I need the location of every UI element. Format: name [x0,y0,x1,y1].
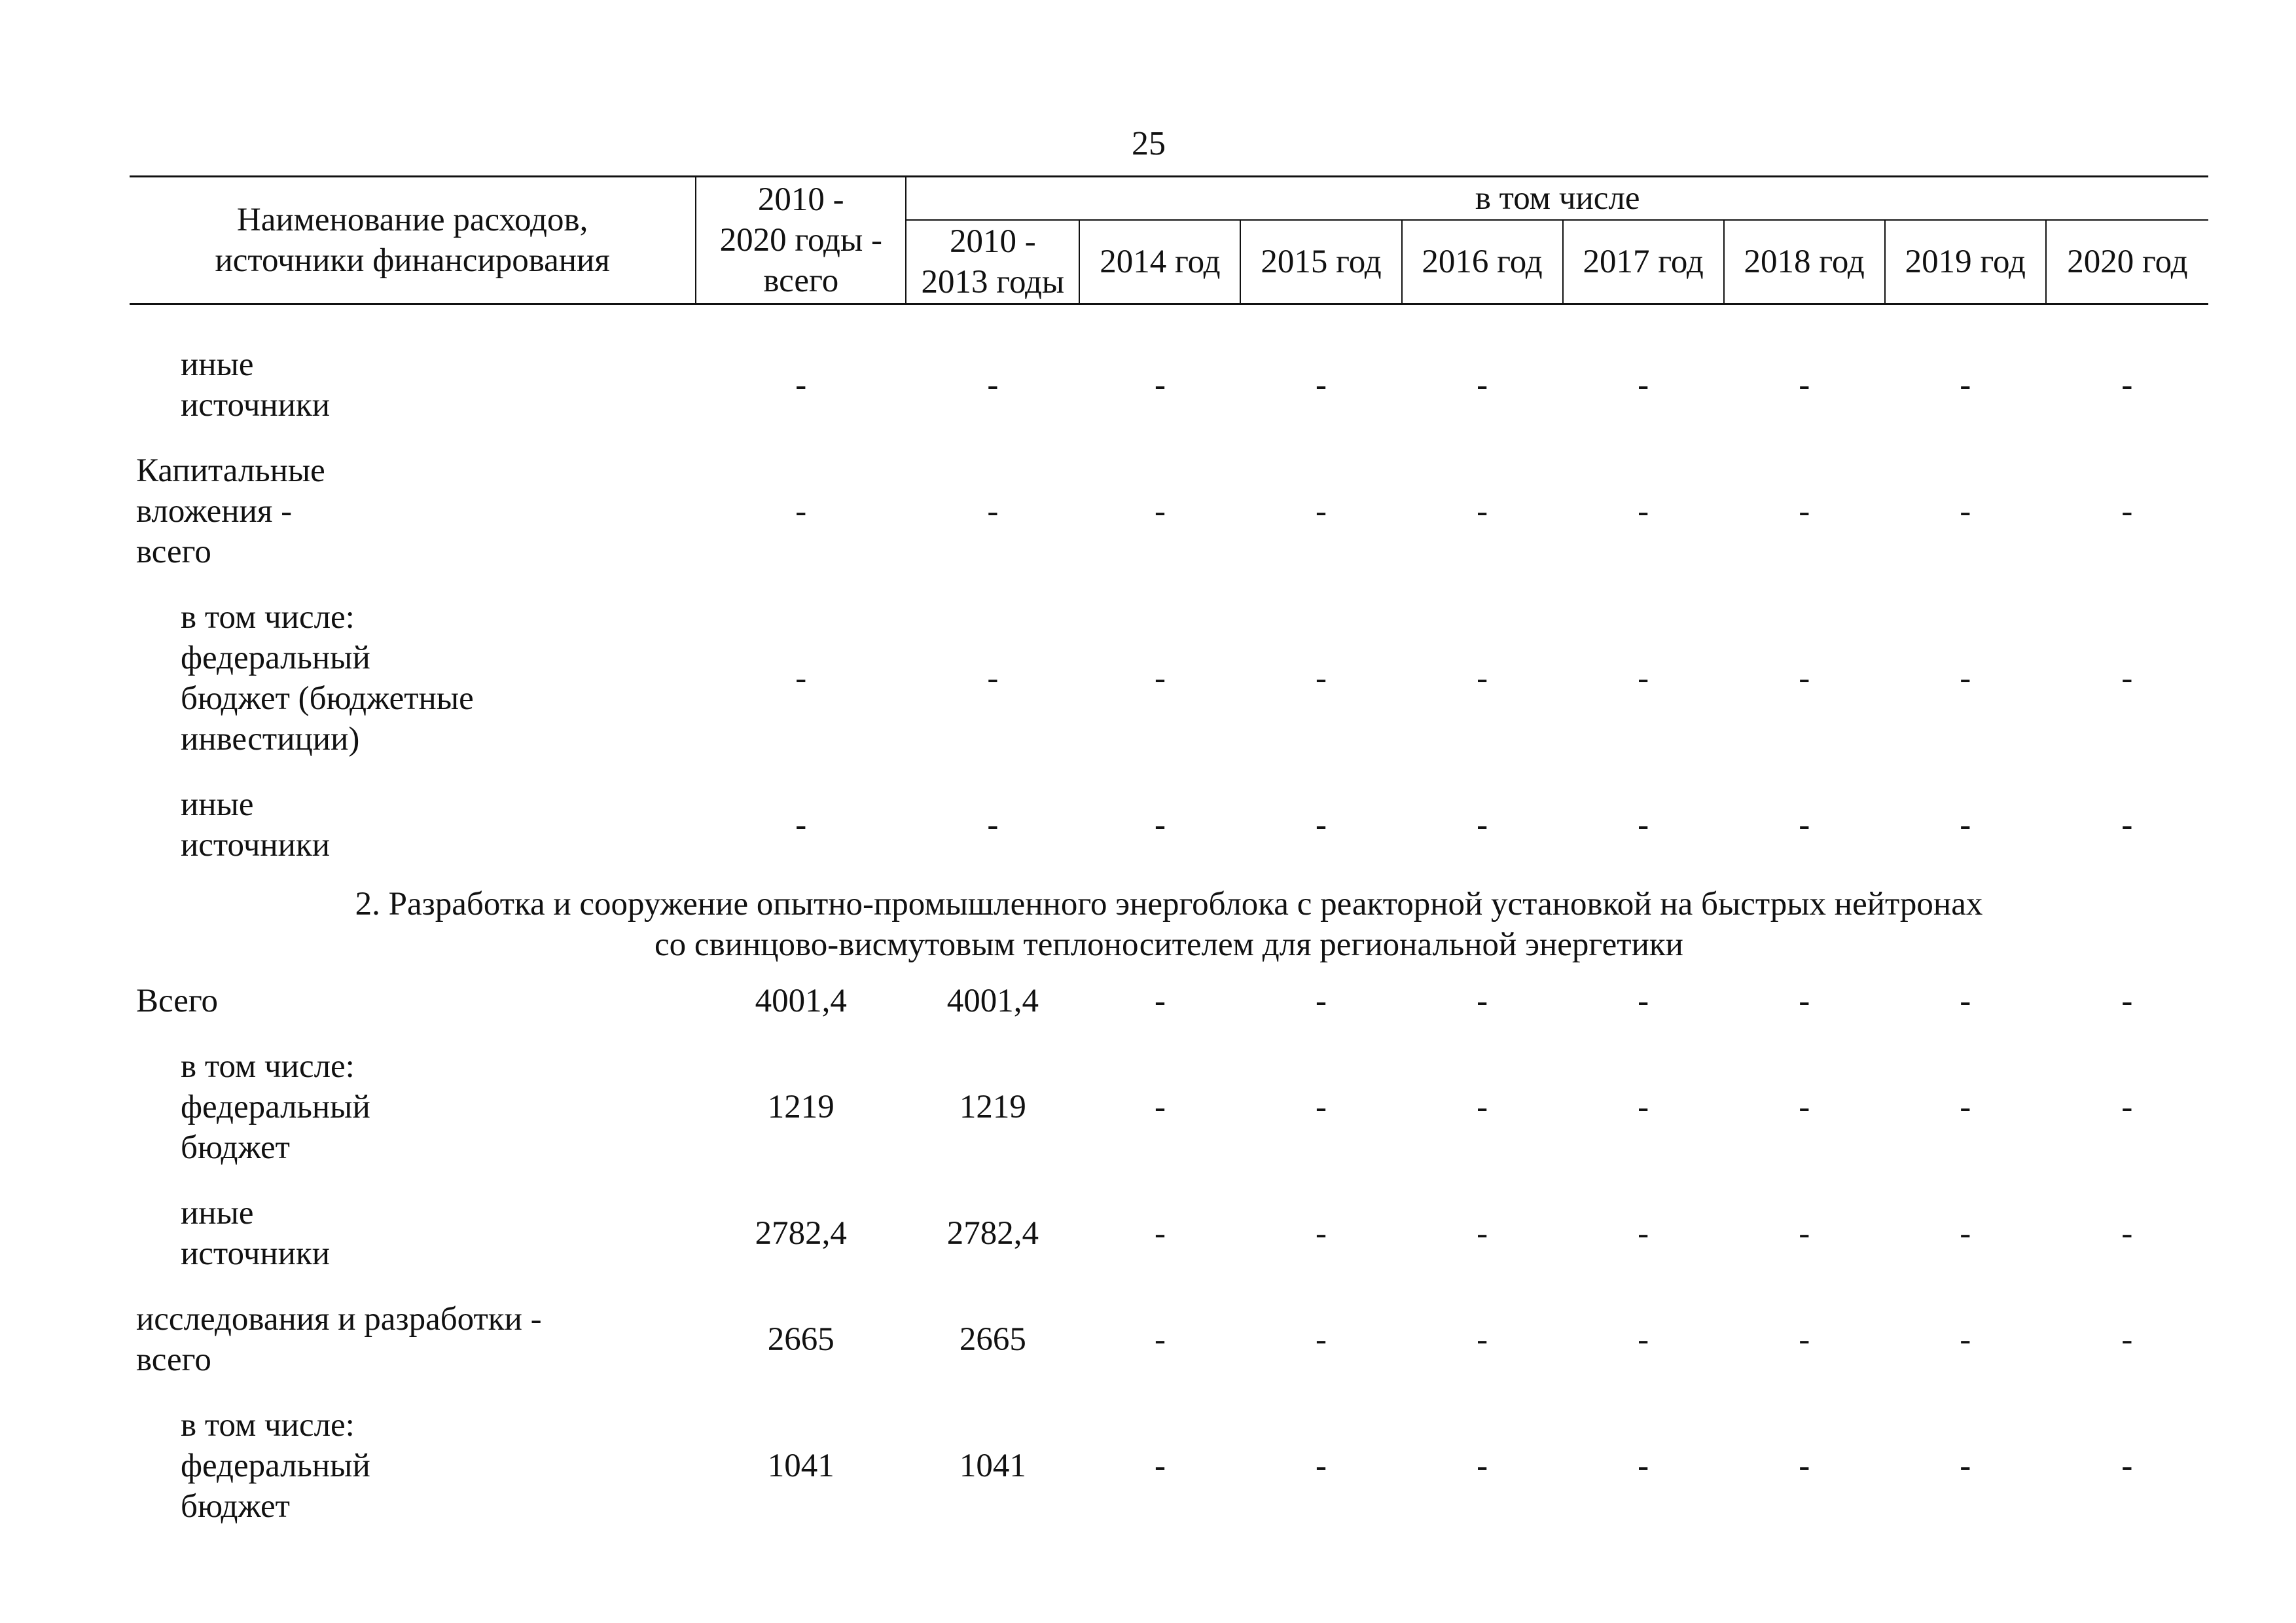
row-label-line: бюджет [181,1488,290,1525]
cell-value: - [987,367,999,403]
cell-value: 1219 [959,1089,1026,1125]
cell-value: - [1638,807,1649,843]
cell-value: - [1477,983,1488,1019]
cell-value: - [795,660,807,697]
cell-value: 2782,4 [946,1215,1039,1252]
header-total-line-3: всего [763,263,839,299]
table-row [130,778,2208,884]
cell-value: - [795,493,807,530]
cell-value: - [1154,1215,1166,1252]
cell-value: - [987,493,999,530]
row-label [130,1292,696,1398]
table-row [130,1398,2208,1545]
section-title-line-1: 2. Разработка и сооружение опытно-промышленного энергоблока с реакторной установкой на быстрых нейтронах [355,886,1983,922]
table-row [130,338,2208,444]
cell-value: - [1960,1321,1971,1358]
cell-value: - [1799,1448,1810,1484]
cell-value: - [1960,983,1971,1019]
cell-value: 1041 [767,1448,834,1484]
cell-value: - [987,660,999,697]
cell-value: - [1638,493,1649,530]
cell-value: - [1799,660,1810,697]
cell-value: - [2121,1089,2133,1125]
section-title [130,884,2208,974]
cell-value: - [987,807,999,843]
row-label-line: всего [136,1341,211,1378]
row-label-line: федеральный [181,640,370,676]
header-name-line-1: Наименование расходов, [236,202,588,238]
cell-value: - [1316,493,1327,530]
cell-value: 4001,4 [946,983,1039,1019]
header-name-line-2: источники финансирования [215,242,610,279]
row-label-line: бюджет (бюджетные [181,680,474,717]
cell-value: - [2121,1448,2133,1484]
cell-value: - [1799,1089,1810,1125]
row-label [130,1398,696,1545]
cell-value: - [2121,807,2133,843]
row-label-line: в том числе: [181,1048,355,1085]
row-label-line: бюджет [181,1129,290,1166]
row-label-line: в том числе: [181,599,355,636]
cell-value: - [1154,1321,1166,1358]
cell-value: - [1316,983,1327,1019]
cell-value: - [1477,493,1488,530]
cell-value: - [1960,1215,1971,1252]
row-label [130,778,696,884]
row-label-line: федеральный [181,1089,370,1125]
cell-value: - [1960,1089,1971,1125]
cell-value: - [1316,367,1327,403]
cell-value: - [1477,1215,1488,1252]
header-year-2019: 2019 год [1885,220,2046,304]
cell-value: - [1638,1321,1649,1358]
row-label-line: вложения - [136,493,293,530]
cell-value: - [1638,1089,1649,1125]
cell-value: - [1316,1321,1327,1358]
row-label-line: Капитальные [136,452,325,489]
cell-value: - [1799,807,1810,843]
row-label-line: источники [181,387,331,424]
cell-value: - [1316,1215,1327,1252]
cell-value: - [795,367,807,403]
cell-value: - [1799,1321,1810,1358]
cell-value: - [2121,1215,2133,1252]
cell-value: - [2121,660,2133,697]
header-2010-2013-line-1: 2010 - [950,223,1036,260]
cell-value: - [1154,660,1166,697]
header-total-line-1: 2010 - [757,181,844,218]
header-year-2017: 2017 год [1563,220,1724,304]
cell-value: - [1154,807,1166,843]
cell-value: - [1477,1448,1488,1484]
cell-value: - [1960,660,1971,697]
table-row [130,1040,2208,1186]
cell-value: - [1477,660,1488,697]
row-label-line: иные [181,1195,254,1231]
table-row [130,974,2208,1040]
cell-value: - [1477,367,1488,403]
cell-value: - [1316,1448,1327,1484]
header-year-2018: 2018 год [1724,220,1885,304]
row-label [130,1186,696,1292]
row-label-line: иные [181,346,254,383]
cell-value: - [1154,367,1166,403]
row-label-line: исследования и разработки - [136,1301,542,1338]
header-name-column [130,177,696,304]
table-row [130,1186,2208,1292]
row-label [130,974,696,1040]
cell-value: - [1477,1089,1488,1125]
financing-table [130,175,2208,1545]
header-2010-2013 [906,220,1079,304]
cell-value: - [1638,660,1649,697]
cell-value: - [1638,1448,1649,1484]
cell-value: - [1960,807,1971,843]
row-label [130,338,696,444]
cell-value: - [1154,1089,1166,1125]
cell-value: - [2121,367,2133,403]
cell-value: 4001,4 [755,983,847,1019]
cell-value: 2665 [959,1321,1026,1358]
cell-value: - [1316,807,1327,843]
cell-value: - [1316,660,1327,697]
cell-value: - [1799,1215,1810,1252]
row-label-line: федеральный [181,1448,370,1484]
cell-value: - [1638,983,1649,1019]
row-label-line: источники [181,1235,331,1272]
cell-value: - [1477,807,1488,843]
cell-value: - [1638,367,1649,403]
cell-value: - [1154,983,1166,1019]
header-year-2015: 2015 год [1240,220,1401,304]
cell-value: 1219 [767,1089,834,1125]
cell-value: - [2121,493,2133,530]
row-label [130,444,696,591]
row-label-line: источники [181,827,331,864]
table-row [130,1292,2208,1398]
cell-value: - [1477,1321,1488,1358]
header-year-2016: 2016 год [1402,220,1563,304]
table-row [130,591,2208,778]
row-label [130,1040,696,1186]
header-2010-2013-line-2: 2013 годы [921,264,1065,301]
table-row [130,444,2208,591]
cell-value: - [1960,367,1971,403]
row-label-line: иные [181,786,254,823]
section-title-row [130,884,2208,974]
row-label-line: в том числе: [181,1407,355,1444]
row-label-line: Всего [136,983,219,1019]
cell-value: - [2121,1321,2133,1358]
cell-value: 2665 [767,1321,834,1358]
cell-value: - [1799,367,1810,403]
cell-value: 2782,4 [755,1215,847,1252]
cell-value: - [1799,983,1810,1019]
cell-value: - [1960,1448,1971,1484]
header-year-2014: 2014 год [1079,220,1240,304]
row-label-line: инвестиции) [181,721,360,757]
row-label-line: всего [136,534,211,570]
section-title-line-2: со свинцово-висмутовым теплоносителем для региональной энергетики [655,926,1683,963]
row-label [130,591,696,778]
cell-value: - [2121,983,2133,1019]
header-year-2020: 2020 год [2046,220,2208,304]
cell-value: - [1154,493,1166,530]
cell-value: - [1960,493,1971,530]
cell-value: 1041 [959,1448,1026,1484]
header-total-line-2: 2020 годы - [719,222,882,259]
page-number: 25 [1132,125,1166,162]
cell-value: - [795,807,807,843]
cell-value: - [1799,493,1810,530]
header-including: в том числе [906,177,2208,221]
cell-value: - [1638,1215,1649,1252]
cell-value: - [1154,1448,1166,1484]
header-total-column [696,177,906,304]
cell-value: - [1316,1089,1327,1125]
